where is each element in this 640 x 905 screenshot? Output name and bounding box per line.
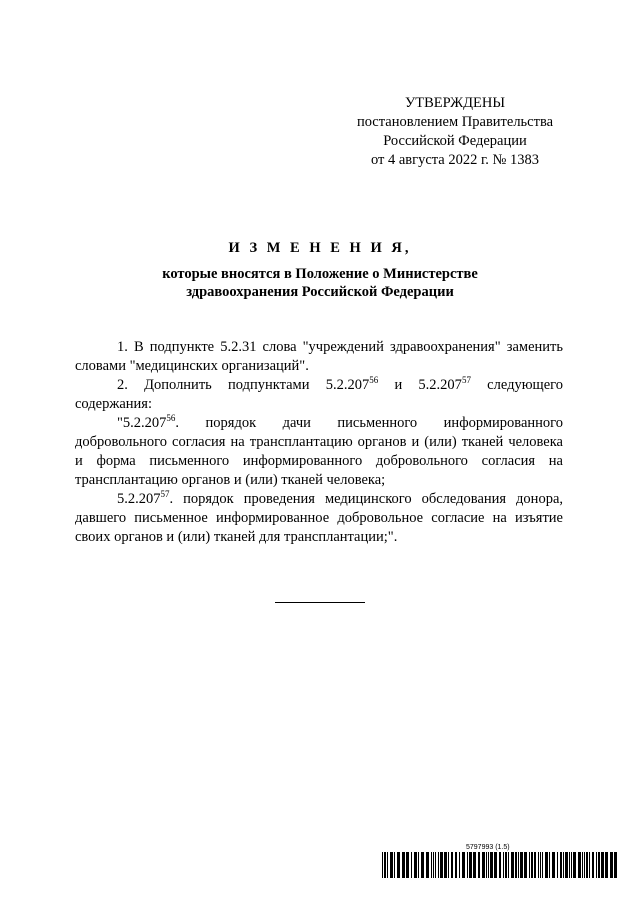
document-subtitle	[0, 265, 640, 301]
paragraph-3-text-b: . порядок дачи письменного информированного добровольного согласия на трансплантацию органов и (или) тканей человека и форма письменного информированного добровольного согласия на трансплантацию органов и (или) тканей человека;	[75, 415, 563, 488]
approval-line-date: от 4 августа 2022 г. № 1383	[370, 152, 540, 168]
paragraph-4-text-b: . порядок проведения медицинского обследования донора, давшего письменное информированное добровольное согласие на изъятие своих органов и (или) тканей для трансплантации;".	[75, 491, 563, 545]
paragraph-2-text-b: и 5.2.207	[378, 377, 462, 393]
superscript: 57	[461, 375, 471, 385]
paragraph-3-text-a: "5.2.207	[117, 415, 167, 431]
paragraph-2-text-c: следующего содержания:	[75, 377, 563, 412]
paragraph-2	[75, 376, 563, 414]
barcode	[382, 852, 620, 878]
paragraph-2-text-a: 2. Дополнить подпунктами 5.2.207	[117, 377, 370, 393]
superscript: 56	[369, 375, 379, 385]
paragraph-1: 1. В подпункте 5.2.31 слова "учреждений здравоохранения" заменить словами "медицинских организаций".	[75, 339, 563, 374]
paragraph-3	[75, 414, 563, 490]
approval-stamp	[330, 94, 580, 170]
superscript: 56	[166, 413, 176, 423]
approval-heading: УТВЕРЖДЕНЫ	[404, 95, 506, 111]
paragraph-4-text-a: 5.2.207	[117, 491, 161, 507]
superscript: 57	[160, 489, 170, 499]
document-body	[75, 338, 563, 547]
document-number: 5797993 (1.5)	[466, 844, 510, 851]
subtitle-line-2: здравоохранения Российской Федерации	[186, 284, 454, 300]
subtitle-line-1: которые вносятся в Положение о Министерстве	[162, 266, 478, 282]
paragraph-4	[75, 490, 563, 547]
document-title: И З М Е Н Е Н И Я,	[228, 240, 412, 256]
approval-line-resolution: постановлением Правительства	[356, 114, 554, 130]
closing-rule	[275, 602, 365, 603]
approval-line-federation: Российской Федерации	[383, 133, 527, 149]
